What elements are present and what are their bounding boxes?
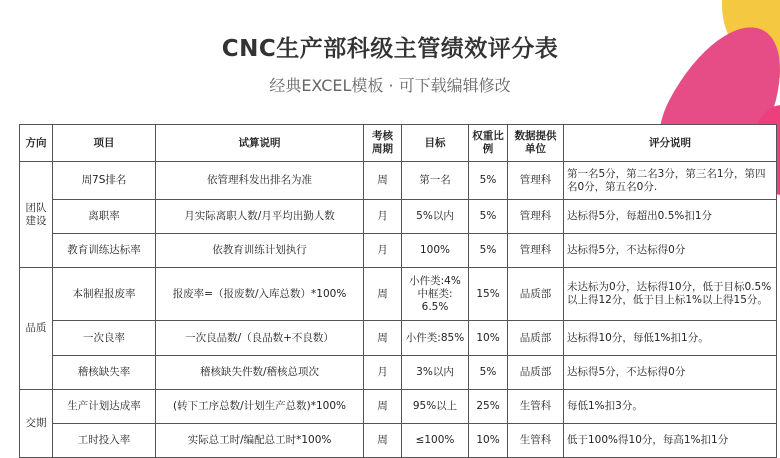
- cell-period: 周: [364, 268, 402, 321]
- cell-period: 月: [364, 234, 402, 268]
- table-row: [20, 268, 777, 321]
- cell-source: 管理科: [508, 234, 564, 268]
- table-row: [20, 200, 777, 234]
- cell-weight: 10%: [469, 321, 508, 356]
- cell-item: 生产计划达成率: [53, 390, 156, 424]
- cell-period: 月: [364, 356, 402, 390]
- cell-calculation: 报废率=（报废数/入库总数）*100%: [156, 268, 364, 321]
- cell-source: 品质部: [508, 321, 564, 356]
- cell-period: 周: [364, 162, 402, 200]
- cell-source: 生管科: [508, 424, 564, 458]
- cell-source: 生管科: [508, 390, 564, 424]
- cell-target: 小件类:4% 中框类: 6.5%: [402, 268, 469, 321]
- cell-source: 品质部: [508, 268, 564, 321]
- cell-weight: 25%: [469, 390, 508, 424]
- table-row: [20, 162, 777, 200]
- cell-target: 100%: [402, 234, 469, 268]
- table-header-row: [20, 125, 777, 162]
- cell-calculation: 依教育训练计划执行: [156, 234, 364, 268]
- cell-weight: 5%: [469, 162, 508, 200]
- cell-weight: 5%: [469, 356, 508, 390]
- table-row: [20, 424, 777, 458]
- cell-scoring: 未达标为0分，达标得10分，低于目标0.5%以上得12分，低于目上标1%以上得15分。: [564, 268, 777, 321]
- evaluation-table: [19, 124, 777, 458]
- cell-target: 第一名: [402, 162, 469, 200]
- header-target: 目标: [402, 125, 469, 162]
- cell-scoring: 每低1%扣3分。: [564, 390, 777, 424]
- cell-scoring: 达标得5分，不达标得0分: [564, 356, 777, 390]
- page-title: CNC生产部科级主管绩效评分表: [221, 36, 559, 62]
- group-quality: 品质: [20, 268, 53, 390]
- header-scoring: 评分说明: [564, 125, 777, 162]
- cell-item: 工时投入率: [53, 424, 156, 458]
- table-row: [20, 234, 777, 268]
- table-row: [20, 356, 777, 390]
- cell-period: 周: [364, 390, 402, 424]
- cell-period: 周: [364, 321, 402, 356]
- cell-target: 小件类:85%: [402, 321, 469, 356]
- cell-target: 95%以上: [402, 390, 469, 424]
- cell-target: ≤100%: [402, 424, 469, 458]
- header-calculation: 试算说明: [156, 125, 364, 162]
- group-delivery: 交期: [20, 390, 53, 458]
- header-item: 项目: [53, 125, 156, 162]
- cell-scoring: 第一名5分，第二名3分，第三名1分，第四名0分，第五名0分.: [564, 162, 777, 200]
- cell-item: 教育训练达标率: [53, 234, 156, 268]
- cell-weight: 5%: [469, 234, 508, 268]
- cell-weight: 15%: [469, 268, 508, 321]
- cell-calculation: 月实际离职人数/月平均出勤人数: [156, 200, 364, 234]
- header-weight: 权重比例: [469, 125, 508, 162]
- header-direction: 方向: [20, 125, 53, 162]
- cell-item: 本制程报废率: [53, 268, 156, 321]
- table-row: [20, 321, 777, 356]
- table-row: [20, 390, 777, 424]
- cell-calculation: 一次良品数/（良品数+不良数）: [156, 321, 364, 356]
- cell-scoring: 达标得10分，每低1%扣1分。: [564, 321, 777, 356]
- cell-source: 管理科: [508, 162, 564, 200]
- group-team: 团队建设: [20, 162, 53, 268]
- header-period: 考核周期: [364, 125, 402, 162]
- header-data-source: 数据提供单位: [508, 125, 564, 162]
- cell-item: 稽核缺失率: [53, 356, 156, 390]
- cell-calculation: 依管理科发出排名为准: [156, 162, 364, 200]
- cell-calculation: 实际总工时/编配总工时*100%: [156, 424, 364, 458]
- cell-target: 3%以内: [402, 356, 469, 390]
- cell-item: 离职率: [53, 200, 156, 234]
- cell-calculation: (转下工序总数/计划生产总数)*100%: [156, 390, 364, 424]
- cell-item: 一次良率: [53, 321, 156, 356]
- cell-scoring: 达标得5分，不达标得0分: [564, 234, 777, 268]
- cell-scoring: 低于100%得10分，每高1%扣1分: [564, 424, 777, 458]
- cell-weight: 10%: [469, 424, 508, 458]
- cell-item: 周7S排名: [53, 162, 156, 200]
- cell-calculation: 稽核缺失件数/稽核总项次: [156, 356, 364, 390]
- cell-weight: 5%: [469, 200, 508, 234]
- page-subtitle: 经典EXCEL模板 · 可下载编辑修改: [269, 76, 511, 95]
- cell-target: 5%以内: [402, 200, 469, 234]
- cell-period: 周: [364, 424, 402, 458]
- cell-source: 品质部: [508, 356, 564, 390]
- cell-period: 月: [364, 200, 402, 234]
- cell-scoring: 达标得5分，每超出0.5%扣1分: [564, 200, 777, 234]
- cell-source: 管理科: [508, 200, 564, 234]
